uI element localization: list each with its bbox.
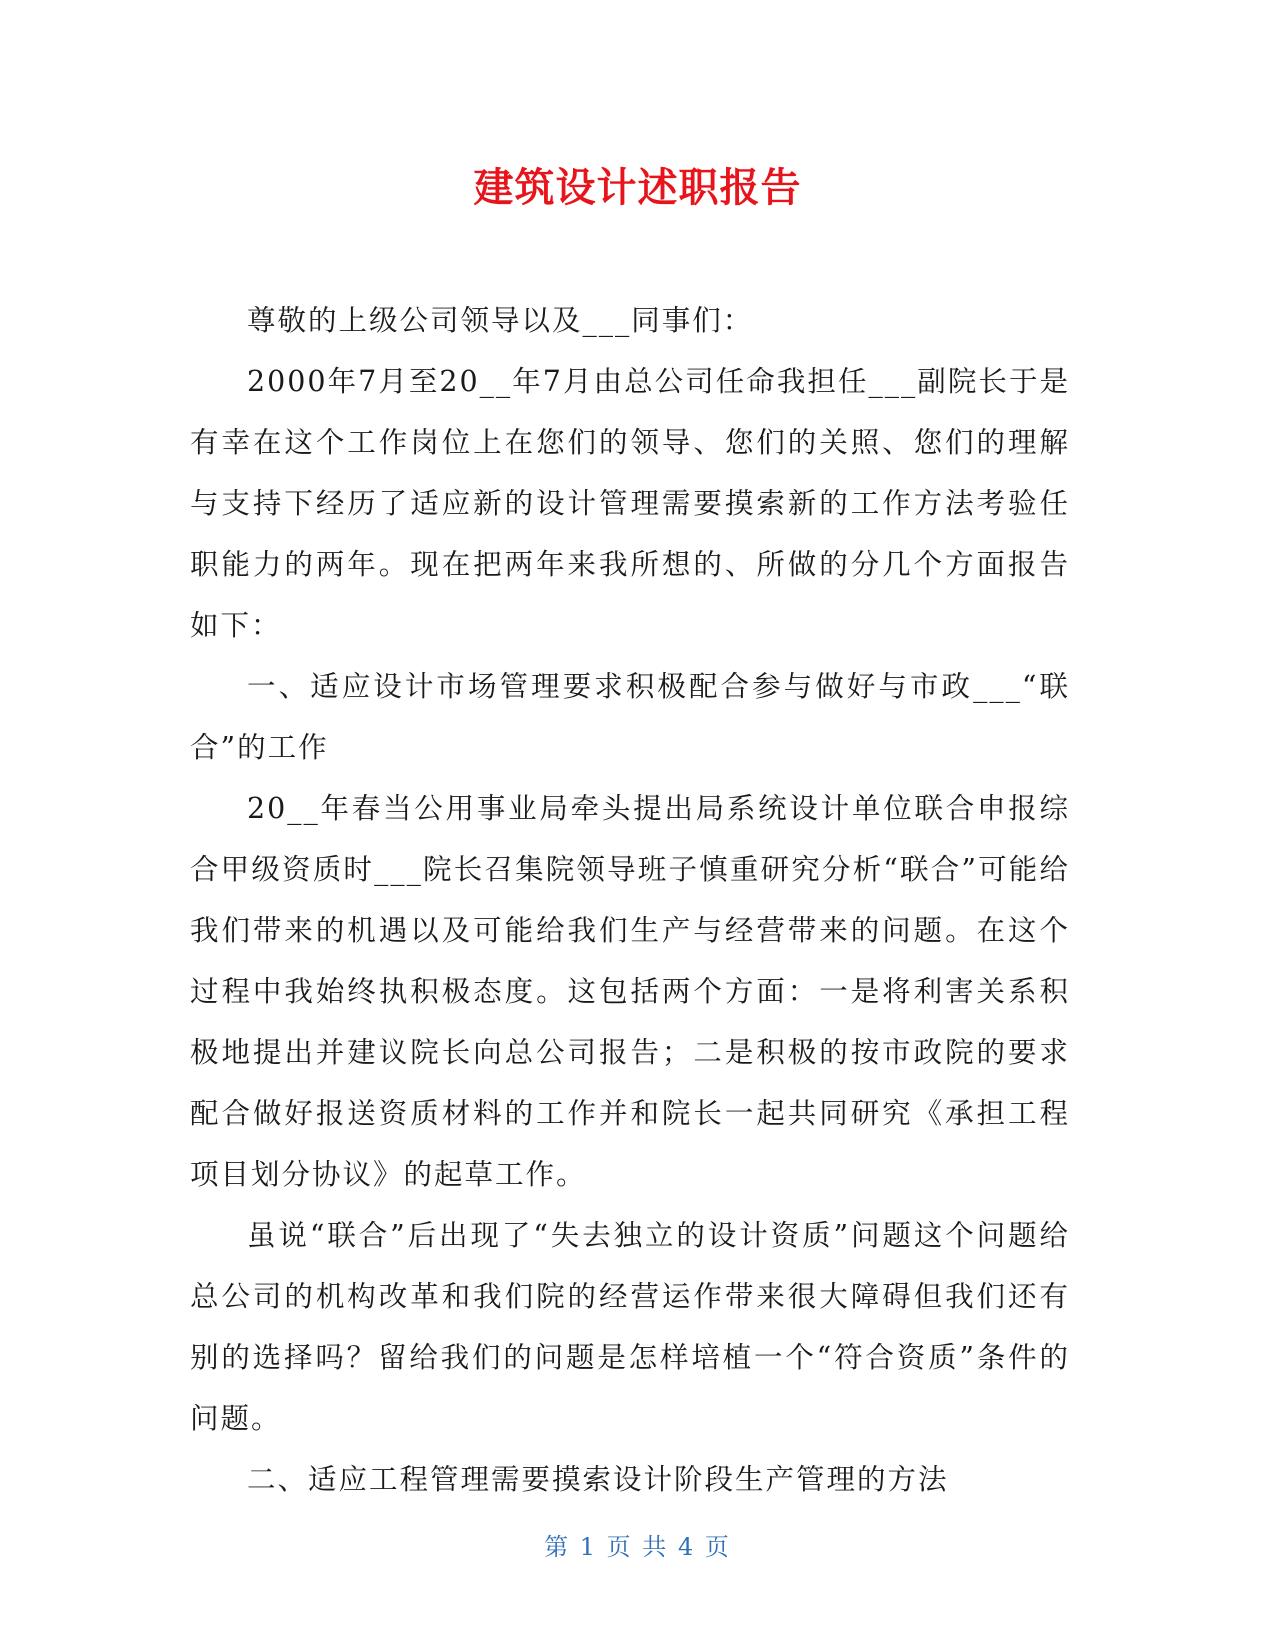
paragraph-salutation: 尊敬的上级公司领导以及___同事们： bbox=[247, 304, 754, 337]
section-heading-2: 二、适应工程管理需要摸索设计阶段生产管理的方法 bbox=[247, 1463, 949, 1496]
paragraph-intro: 2000年7月至20__年7月由总公司任命我担任___副院长于是有幸在这个工作岗位上在您们的领导、您们的关照、您们的理解与支持下经历了适应新的设计管理需要摸索新的工作方法考验任职能力的两年。现在把两年来我所想的、所做的分几个方面报告如下： bbox=[190, 365, 1070, 642]
document-body bbox=[190, 290, 1070, 1510]
paragraph-section-1-body: 20__年春当公用事业局牵头提出局系统设计单位联合申报综合甲级资质时___院长召集院领导班子慎重研究分析“联合”可能给我们带来的机遇以及可能给我们生产与经营带来的问题。在这个过程中我始终执积极态度。这包括两个方面：一是将利害关系积极地提出并建议院长向总公司报告；二是积极的按市政院的要求配合做好报送资质材料的工作并和院长一起共同研究《承担工程项目划分协议》的起草工作。 bbox=[190, 792, 1070, 1191]
paragraph-section-1-conclusion: 虽说“联合”后出现了“失去独立的设计资质”问题这个问题给总公司的机构改革和我们院的经营运作带来很大障碍但我们还有别的选择吗？留给我们的问题是怎样培植一个“符合资质”条件的问题。 bbox=[190, 1219, 1070, 1435]
document-title: 建筑设计述职报告 bbox=[473, 165, 802, 211]
section-heading-1: 一、适应设计市场管理要求积极配合参与做好与市政___“联合”的工作 bbox=[190, 670, 1070, 764]
page-number-footer: 第 1 页 共 4 页 bbox=[544, 1533, 731, 1561]
